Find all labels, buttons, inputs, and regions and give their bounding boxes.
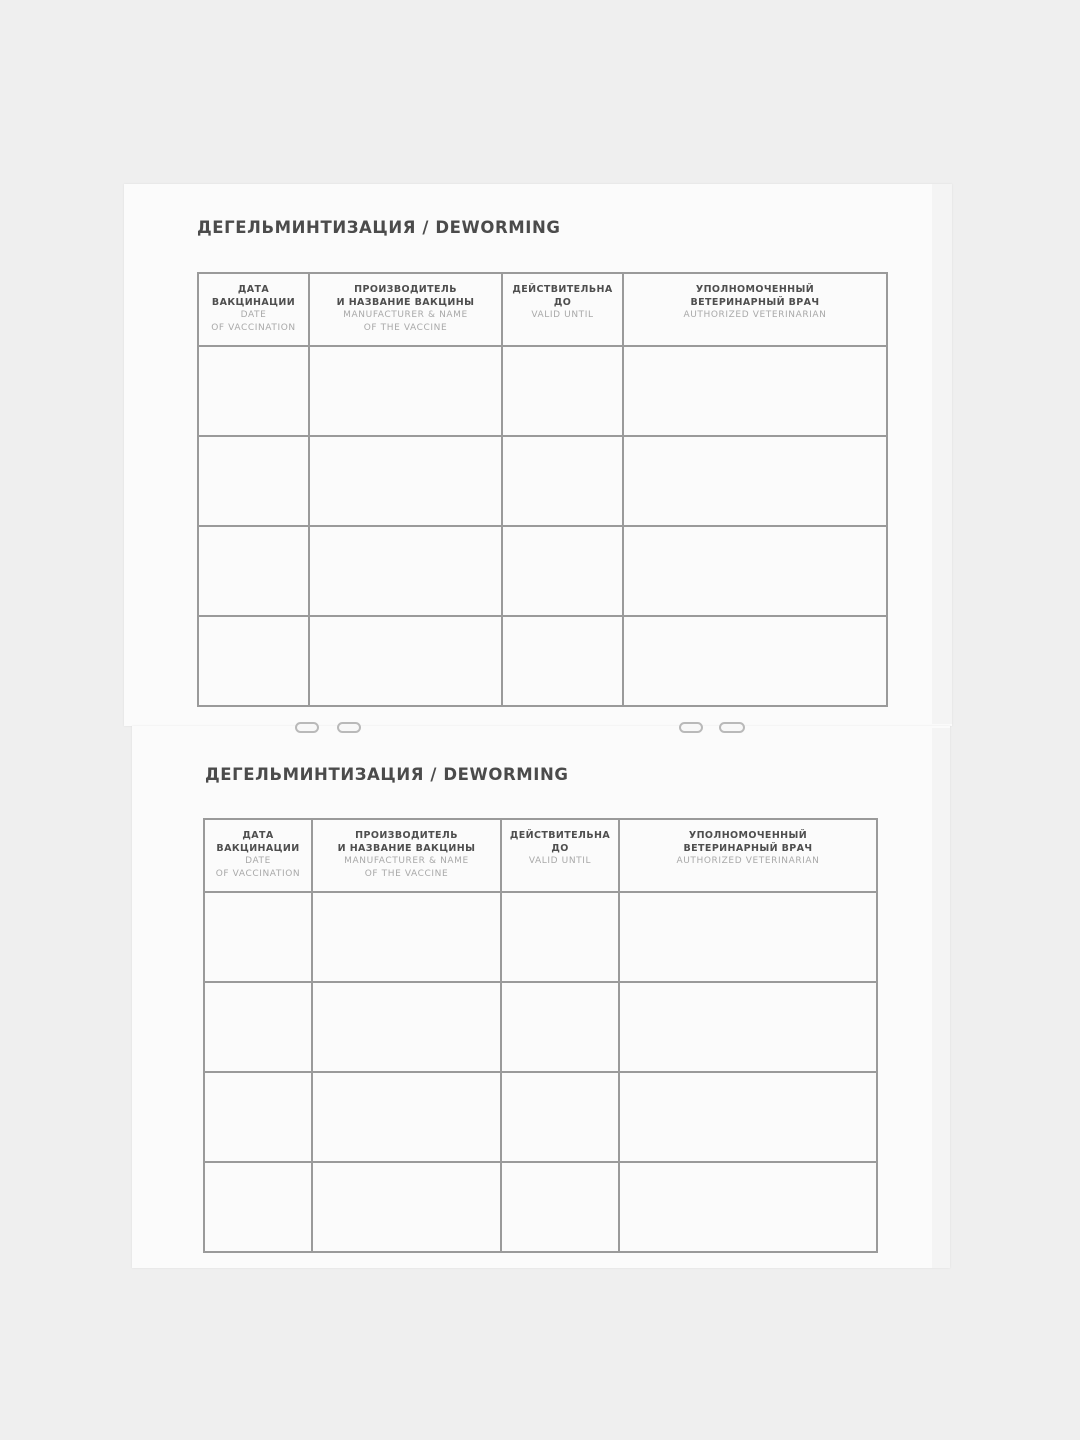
header-en-line: OF VACCINATION xyxy=(211,323,296,333)
header-ru-line: ПРОИЗВОДИТЕЛЬ xyxy=(354,284,457,295)
entry-cell-veterinarian[interactable] xyxy=(619,982,877,1072)
header-row xyxy=(198,273,887,346)
header-en-line: AUTHORIZED VETERINARIAN xyxy=(683,310,827,320)
header-en-line: OF THE VACCINE xyxy=(364,869,449,879)
page-edge-top xyxy=(932,184,952,724)
header-ru-line: ВАКЦИНАЦИИ xyxy=(216,843,300,854)
table-row xyxy=(204,892,877,982)
entry-cell-veterinarian[interactable] xyxy=(623,436,887,526)
header-ru-line: УПОЛНОМОЧЕННЫЙ xyxy=(695,284,815,295)
entry-cell-manufacturer[interactable] xyxy=(309,436,502,526)
table-row xyxy=(204,1162,877,1252)
header-en-line: VALID UNTIL xyxy=(531,310,594,320)
header-ru-line: ПРОИЗВОДИТЕЛЬ xyxy=(355,830,458,841)
header-ru-line: ДЕЙСТВИТЕЛЬНА xyxy=(509,830,611,841)
entry-cell-date[interactable] xyxy=(204,1162,312,1252)
entry-cell-date[interactable] xyxy=(198,436,309,526)
entry-cell-veterinarian[interactable] xyxy=(619,892,877,982)
table-row xyxy=(198,436,887,526)
entry-cell-valid-until[interactable] xyxy=(501,892,619,982)
staple-left-a xyxy=(295,722,319,733)
header-en-line: MANUFACTURER & NAME xyxy=(343,310,468,320)
column-header-manufacturer xyxy=(309,273,502,346)
section-title-top: ДЕГЕЛЬМИНТИЗАЦИЯ / DEWORMING xyxy=(197,218,561,237)
entry-cell-manufacturer[interactable] xyxy=(312,1162,501,1252)
header-ru-line: ВЕТЕРИНАРНЫЙ ВРАЧ xyxy=(683,843,813,854)
entry-cell-veterinarian[interactable] xyxy=(623,526,887,616)
entry-cell-valid-until[interactable] xyxy=(501,1072,619,1162)
entry-cell-date[interactable] xyxy=(198,526,309,616)
entry-cell-manufacturer[interactable] xyxy=(309,616,502,706)
entry-cell-date[interactable] xyxy=(204,982,312,1072)
column-header-veterinarian xyxy=(619,819,877,892)
header-ru-line: ДЕЙСТВИТЕЛЬНА xyxy=(512,284,613,295)
entry-cell-manufacturer[interactable] xyxy=(309,346,502,436)
header-en-line: VALID UNTIL xyxy=(528,856,592,866)
entry-cell-date[interactable] xyxy=(204,1072,312,1162)
table-row xyxy=(198,616,887,706)
entry-cell-veterinarian[interactable] xyxy=(619,1162,877,1252)
staple-right-a xyxy=(679,722,703,733)
entry-cell-valid-until[interactable] xyxy=(502,346,623,436)
column-header-date xyxy=(204,819,312,892)
header-ru-line: И НАЗВАНИЕ ВАКЦИНЫ xyxy=(336,297,475,308)
entry-cell-valid-until[interactable] xyxy=(501,982,619,1072)
entry-cell-veterinarian[interactable] xyxy=(623,346,887,436)
header-en-line: MANUFACTURER & NAME xyxy=(344,856,469,866)
header-ru-line: ВЕТЕРИНАРНЫЙ ВРАЧ xyxy=(690,297,820,308)
entry-cell-date[interactable] xyxy=(204,892,312,982)
entry-cell-veterinarian[interactable] xyxy=(619,1072,877,1162)
header-ru-line: УПОЛНОМОЧЕННЫЙ xyxy=(688,830,808,841)
entry-cell-valid-until[interactable] xyxy=(502,526,623,616)
header-en-line: OF VACCINATION xyxy=(215,869,301,879)
staple-right-b xyxy=(719,722,745,733)
table-row xyxy=(204,982,877,1072)
entry-cell-date[interactable] xyxy=(198,346,309,436)
header-en-line: DATE xyxy=(245,856,271,866)
column-header-valid-until xyxy=(502,273,623,346)
column-header-date xyxy=(198,273,309,346)
table-row xyxy=(198,346,887,436)
entry-cell-valid-until[interactable] xyxy=(502,616,623,706)
staple-left-b xyxy=(337,722,361,733)
header-ru-line: ДАТА xyxy=(242,830,274,841)
entry-cell-manufacturer[interactable] xyxy=(312,982,501,1072)
entry-cell-veterinarian[interactable] xyxy=(623,616,887,706)
header-ru-line: ДО xyxy=(553,297,572,308)
header-en-line: DATE xyxy=(240,310,267,320)
entry-cell-manufacturer[interactable] xyxy=(312,892,501,982)
header-row xyxy=(204,819,877,892)
entry-cell-valid-until[interactable] xyxy=(502,436,623,526)
column-header-valid-until xyxy=(501,819,619,892)
entry-cell-manufacturer[interactable] xyxy=(309,526,502,616)
header-en-line: OF THE VACCINE xyxy=(363,323,448,333)
entry-cell-date[interactable] xyxy=(198,616,309,706)
entry-cell-valid-until[interactable] xyxy=(501,1162,619,1252)
header-ru-line: ДАТА xyxy=(237,284,270,295)
page-edge-bottom xyxy=(932,728,950,1268)
header-ru-line: ДО xyxy=(551,843,569,854)
deworming-table-top xyxy=(197,272,888,707)
column-header-veterinarian xyxy=(623,273,887,346)
header-ru-line: И НАЗВАНИЕ ВАКЦИНЫ xyxy=(337,843,476,854)
table-row xyxy=(204,1072,877,1162)
column-header-manufacturer xyxy=(312,819,501,892)
section-title-bottom: ДЕГЕЛЬМИНТИЗАЦИЯ / DEWORMING xyxy=(205,765,569,784)
deworming-table-bottom xyxy=(203,818,878,1253)
table-row xyxy=(198,526,887,616)
entry-cell-manufacturer[interactable] xyxy=(312,1072,501,1162)
header-ru-line: ВАКЦИНАЦИИ xyxy=(211,297,296,308)
header-en-line: AUTHORIZED VETERINARIAN xyxy=(676,856,820,866)
